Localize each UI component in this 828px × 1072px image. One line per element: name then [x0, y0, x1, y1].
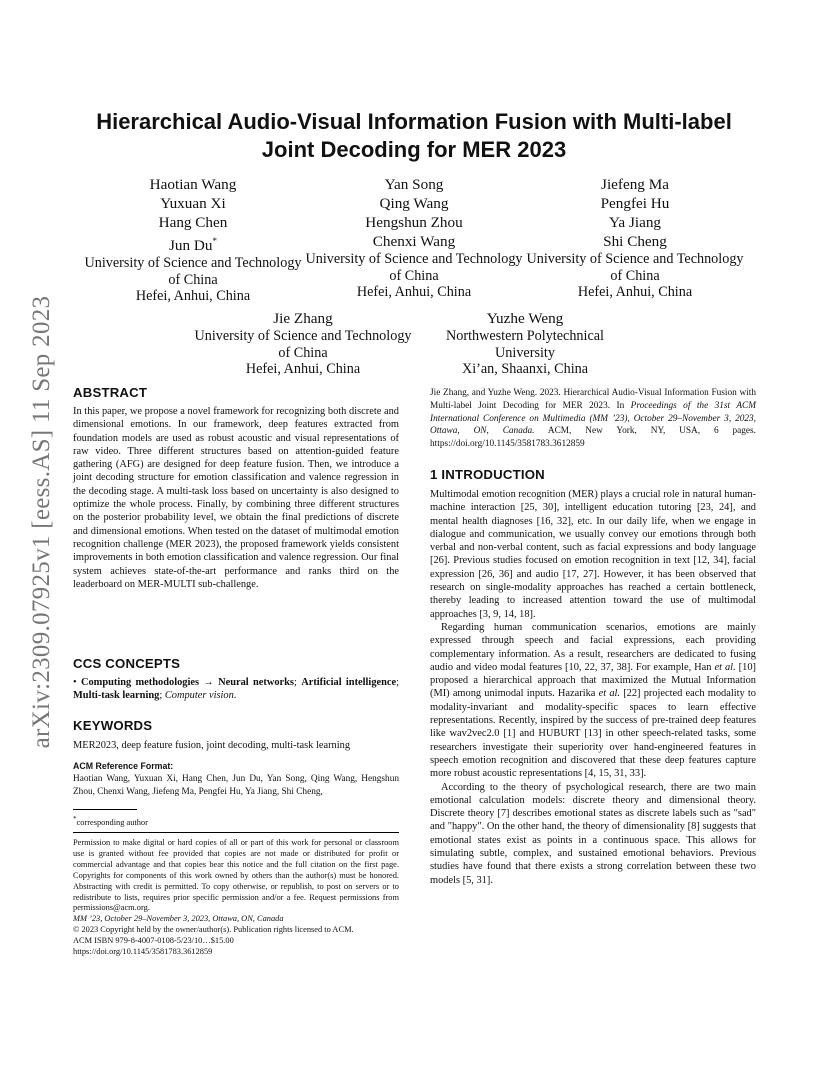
location: Hefei, Anhui, China — [135, 288, 251, 305]
location: Hefei, Anhui, China — [356, 284, 472, 300]
abstract-text: In this paper, we propose a novel framework for recognizing both discrete and dimensional emotions. In our framework, deep features extracted from foundation models are used as robust acoustic and visual representations of raw video. Three different structures based on attention-guided feature gathering (AFG) are designed for deep feature fusion. Then, we introduce a joint decoding structure for emotion classification and valence regression in the decoding stage. A multi-task loss based on uncertainty is also designed to optimize the whole process. Finally, by combining three different structures on the posterior probability level, we obtain the final predictions of discrete and dimensional emotions. When tested on the dataset of multimodal emotion recognition challenge (MER 2023), the proposed framework yields consistent improvements in both emotion classification and valence regression. Our final system achieves state-of-the-art performance and ranks third on the leaderboard on MER-MULTI sub-challenge. — [73, 406, 399, 590]
title-line-2: Joint Decoding for MER 2023 — [261, 137, 567, 162]
author-name: Hang Chen — [158, 214, 228, 231]
permission-block — [73, 838, 399, 958]
location: Hefei, Anhui, China — [245, 361, 361, 377]
keywords-text: MER2023, deep feature fusion, joint decoding, multi-task learning — [73, 740, 351, 751]
author-name: Hengshun Zhou — [365, 214, 463, 231]
affiliation: University of Science and Technology — [305, 251, 523, 267]
copyright-line: © 2023 Copyright held by the owner/author(s). Publication rights licensed to ACM. — [73, 925, 354, 935]
intro-paragraph-1: Multimodal emotion recognition (MER) plays a crucial role in natural human-machine interaction [25, 30], intelligent education tutoring [23, 24], and mental health diagnoses [16, 32], etc. In our daily life, when we engage in dialogue and communication, we usually convey our emotions through both verbal and non-verbal content, such as facial expressions and body language [26]. Previous studies focused on emotion recognition in text [12, 34], facial expression [26, 36] and audio [17, 27]. However, it has been observed that research on single-modality approaches has reached a certain bottleneck, thereby leading to increased attention toward the use of multimodal approaches [3, 9, 14, 18]. — [430, 489, 756, 620]
author-block-5 — [412, 309, 638, 378]
affiliation: of China — [168, 271, 218, 288]
acm-reference-text: Haotian Wang, Yuxuan Xi, Hang Chen, Jun Du, Yan Song, Qing Wang, Hengshun Zhou, Chenxi Wang, Jiefeng Ma, Pengfei Hu, Ya Jiang, Shi Cheng, — [73, 773, 399, 797]
permission-text: Permission to make digital or hard copies of all or part of this work for personal or classroom use is granted without fee provided that copies are not made or distributed for profit or commercial advantage and that copies bear this notice and the full citation on the first page. Copyrights for components of this work owned by others than the author(s) must be honored. Abstracting with credit is permitted. To copy otherwise, or republish, to post on servers or to redistribute to lists, requires prior specific permission and/or a fee. Request permissions from permissions@acm.org. — [73, 838, 399, 913]
intro-paragraph-3: According to the theory of psychological research, there are two main emotional calculation models: discrete theory and dimensional theory. Discrete theory [7] describes emotional states as discrete labels such as "sad" and "happy". On the other hand, the theory of dimensionality [8] suggests that emotional states exist as points in a continuous space. This allows for simulating subtle, complex, and sustained emotional behaviors. Previous studies have found that there exists a strong correlation between these two models [5, 31]. — [430, 781, 756, 886]
location: Hefei, Anhui, China — [577, 284, 693, 300]
keywords-body — [73, 739, 399, 752]
paper-title — [70, 108, 758, 164]
affiliation: University of Science and Technology — [194, 328, 412, 344]
author-block-2 — [301, 175, 527, 301]
author-block-3 — [522, 175, 748, 301]
intro-body — [430, 488, 756, 887]
acm-reference-right: Jie Zhang, and Yuzhe Weng. 2023. Hierarchical Audio-Visual Information Fusion with Multi-label Joint Decoding for MER 2023. In Proceedings of the 31st ACM International Conference on Multimedia (MM ’23), October 29–November 3, 2023, Ottawa, ON, Canada. ACM, New York, NY, USA, 6 pages. https://doi.org/10.1145/3581783.3612859 — [430, 388, 756, 450]
author-name: Jie Zhang — [273, 310, 333, 327]
ccs-heading: CCS CONCEPTS — [73, 656, 181, 671]
abstract-body — [73, 405, 399, 591]
author-name: Chenxi Wang — [372, 233, 456, 250]
author-name: Qing Wang — [379, 195, 449, 212]
author-name: Yan Song — [384, 176, 444, 193]
author-name: Haotian Wang — [149, 176, 237, 193]
footnote: *corresponding author — [73, 815, 148, 827]
author-block-1 — [80, 175, 306, 305]
doi-line: https://doi.org/10.1145/3581783.3612859 — [73, 947, 213, 957]
author-name: Jiefeng Ma — [601, 176, 669, 193]
author-name: Pengfei Hu — [600, 195, 670, 212]
keywords-heading: KEYWORDS — [73, 718, 153, 733]
affiliation: of China — [278, 344, 328, 361]
affiliation: University of Science and Technology — [526, 251, 744, 267]
acm-reference-left — [73, 760, 399, 798]
title-line-1: Hierarchical Audio-Visual Information Fusion with Multi-label — [96, 109, 732, 134]
author-name: Yuxuan Xi — [160, 195, 226, 212]
permission-rule — [73, 832, 399, 833]
affiliation: of China — [610, 267, 660, 284]
author-name: Ya Jiang — [608, 214, 662, 231]
corresponding-mark: * — [212, 236, 217, 246]
intro-heading: 1 INTRODUCTION — [430, 467, 545, 482]
affiliation: University — [495, 344, 555, 361]
author-name: Jun Du* — [169, 236, 217, 255]
conference-line: MM ’23, October 29–November 3, 2023, Ottawa, ON, Canada — [73, 914, 284, 924]
abstract-heading: ABSTRACT — [73, 385, 148, 400]
footnote-rule — [73, 809, 137, 810]
author-block-4 — [190, 309, 416, 378]
isbn-line: ACM ISBN 979-8-4007-0108-5/23/10…$15.00 — [73, 936, 234, 946]
acm-reference-heading: ACM Reference Format: — [73, 761, 174, 771]
intro-paragraph-2: Regarding human communication scenarios, emotions are mainly expressed through speech and facial expressions, each providing complementary information. As a result, researchers are dedicated to fusing audio and video modal features [10, 22, 37, 38]. For example, Han et al. [10] proposed a hierarchical approach that maximized the Mutual Information (MI) among unimodal inputs. Hazarika et al. [22] projected each modality to modality-invariant and modality-specific spaces to learn effective representations. Recently, inspired by the success of pre-trained deep features like wav2vec2.0 [1] and HUBURT [13] in other speech-related tasks, some researchers investigate their superiority over hand-engineered features in speech emotion recognition and discovered that these deep features capture more robust acoustic representations [4, 15, 31, 33]. — [430, 621, 756, 780]
author-name: Yuzhe Weng — [486, 310, 564, 327]
affiliation: of China — [389, 267, 439, 284]
arxiv-stamp: arXiv:2309.07925v1 [eess.AS] 11 Sep 2023 — [28, 295, 55, 749]
affiliation: University of Science and Technology — [84, 255, 302, 272]
affiliation: Northwestern Polytechnical — [446, 328, 604, 344]
location: Xi’an, Shaanxi, China — [461, 361, 589, 377]
ccs-body: • Computing methodologies → Neural networks; Artificial intelligence; Multi-task learning; Computer vision. — [73, 677, 400, 702]
author-name: Shi Cheng — [603, 233, 667, 250]
